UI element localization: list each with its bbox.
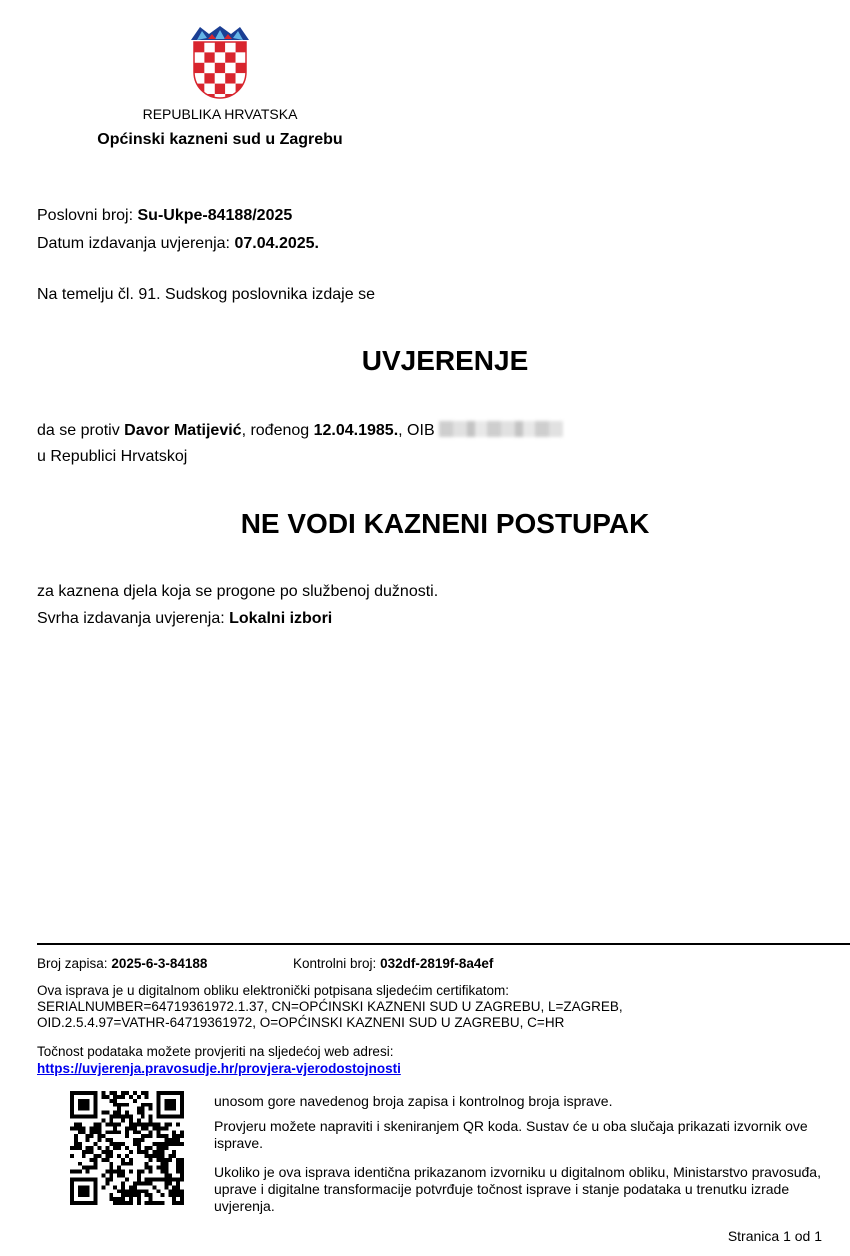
oib-label: , OIB: [398, 422, 435, 439]
control-line: [293, 956, 493, 972]
page-number: Stranica 1 od 1: [727, 1228, 822, 1244]
oib-redacted: [439, 421, 563, 437]
scope-text: za kaznena djela koja se progone po službenoj dužnosti.: [37, 583, 439, 600]
subject-prefix: da se protiv: [37, 422, 120, 439]
record-value: 2025-6-3-84188: [111, 956, 208, 971]
case-number-label: Poslovni broj:: [37, 207, 134, 224]
croatian-coat-of-arms-icon: [190, 24, 250, 100]
born-label: , rođenog: [241, 422, 310, 439]
residence-line: u Republici Hrvatskoj: [37, 448, 188, 465]
document-title: UVJERENJE: [361, 345, 529, 376]
subject-name: Davor Matijević: [124, 422, 242, 439]
issue-date-line: [37, 235, 319, 253]
issue-date-value: 07.04.2025.: [234, 235, 319, 252]
cert-line-1: Ova isprava je u digitalnom obliku elektronički potpisana sljedećim certifikatom:: [37, 983, 509, 998]
subject-line: [37, 421, 563, 440]
record-line: [37, 956, 207, 972]
control-label: Kontrolni broj:: [293, 956, 377, 971]
intro-text: Na temelju čl. 91. Sudskog poslovnika izdaje se: [37, 286, 375, 303]
verdict-title: NE VODI KAZNENI POSTUPAK: [240, 508, 650, 539]
court-name: Općinski kazneni sud u Zagrebu: [97, 131, 343, 148]
cert-line-2: SERIALNUMBER=64719361972.1.37, CN=OPĆINSKI KAZNENI SUD U ZAGREBU, L=ZAGREB,: [37, 999, 623, 1014]
purpose-line: [37, 610, 332, 628]
purpose-value: Lokalni izbori: [229, 610, 333, 627]
record-label: Broj zapisa:: [37, 956, 108, 971]
issue-date-label: Datum izdavanja uvjerenja:: [37, 235, 230, 252]
case-number-value: Su-Ukpe-84188/2025: [137, 207, 293, 224]
verify-link[interactable]: https://uvjerenja.pravosudje.hr/provjera-vjerodostojnosti: [37, 1061, 401, 1076]
birth-date: 12.04.1985.: [313, 422, 399, 439]
control-value: 032df-2819f-8a4ef: [380, 956, 494, 971]
ministry-statement: Ukoliko je ova isprava identična prikazanom izvorniku u digitalnom obliku, Ministarstvo pravosuđa, uprave i digitalne transformacije potvrđuje točnost isprave i stanje podataka u trenutku izrade uvjerenja.: [214, 1164, 821, 1214]
verify-instructions: unosom gore navedenog broja zapisa i kontrolnog broja isprave.: [214, 1093, 613, 1109]
qr-code-icon[interactable]: [70, 1091, 184, 1205]
verify-text: Točnost podataka možete provjeriti na sljedećoj web adresi:: [37, 1044, 394, 1059]
footer-divider: [37, 943, 850, 945]
case-number-line: [37, 207, 292, 225]
purpose-label: Svrha izdavanja uvjerenja:: [37, 610, 225, 627]
qr-instructions: Provjeru možete napraviti i skeniranjem QR koda. Sustav će u oba slučaja prikazati izvornik ove isprave.: [214, 1118, 808, 1151]
country-name: REPUBLIKA HRVATSKA: [142, 106, 298, 122]
cert-line-3: OID.2.5.4.97=VATHR-64719361972, O=OPĆINSKI KAZNENI SUD U ZAGREBU, C=HR: [37, 1015, 565, 1030]
